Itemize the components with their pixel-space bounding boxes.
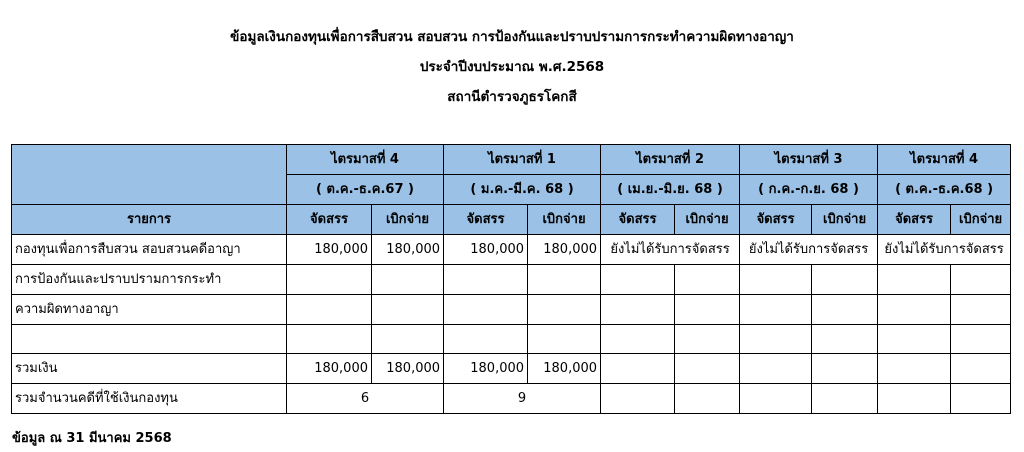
quarter-name: ไตรมาสที่ 4 [878, 145, 1011, 175]
cell-disbursed: 180,000 [372, 235, 444, 265]
quarter-period: ( เม.ย.-มิ.ย. 68 ) [601, 175, 740, 205]
case-count-row [12, 384, 1011, 414]
cell-status-note: ยังไม่ได้รับการจัดสรร [740, 235, 878, 265]
cell-status-note: ยังไม่ได้รับการจัดสรร [878, 235, 1011, 265]
allocated-header: จัดสรร [601, 205, 675, 235]
quarter-period: ( ม.ค.-มี.ค. 68 ) [444, 175, 601, 205]
table-row-empty [12, 325, 1011, 354]
fund-table [11, 144, 1011, 414]
header-row-subcolumns [12, 205, 1011, 235]
quarter-name: ไตรมาสที่ 4 [287, 145, 444, 175]
data-as-of-note: ข้อมูล ณ 31 มีนาคม 2568 [12, 431, 172, 446]
table-row [12, 235, 1011, 265]
report-fiscal-year: ประจำปีงบประมาณ พ.ศ.2568 [419, 59, 605, 75]
total-allocated: 180,000 [444, 354, 528, 384]
report-title: ข้อมูลเงินกองทุนเพื่อการสืบสวน สอบสวน การป้องกันและปราบปรามการกระทำความผิดทางอาญา [230, 29, 794, 45]
item-header-top [12, 145, 287, 205]
quarter-period: ( ต.ค.-ธ.ค.68 ) [878, 175, 1011, 205]
quarter-name: ไตรมาสที่ 2 [601, 145, 740, 175]
total-disbursed: 180,000 [528, 354, 601, 384]
disbursed-header: เบิกจ่าย [528, 205, 601, 235]
case-count-value: 9 [444, 384, 601, 414]
header-row-quarters [12, 145, 1011, 175]
report-title-block [0, 22, 1024, 112]
allocated-header: จัดสรร [740, 205, 812, 235]
allocated-header: จัดสรร [444, 205, 528, 235]
case-count-value: 6 [287, 384, 444, 414]
quarter-period: ( ต.ค.-ธ.ค.67 ) [287, 175, 444, 205]
cell-disbursed: 180,000 [528, 235, 601, 265]
report-station: สถานีตำรวจภูธรโคกสี [447, 89, 577, 105]
row-label: ความผิดทางอาญา [12, 295, 287, 325]
row-label: กองทุนเพื่อการสืบสวน สอบสวนคดีอาญา [12, 235, 287, 265]
item-column-header: รายการ [12, 205, 287, 235]
disbursed-header: เบิกจ่าย [675, 205, 740, 235]
quarter-period: ( ก.ค.-ก.ย. 68 ) [740, 175, 878, 205]
case-count-label: รวมจำนวนคดีที่ใช้เงินกองทุน [12, 384, 287, 414]
table-row [12, 295, 1011, 325]
total-disbursed: 180,000 [372, 354, 444, 384]
cell-status-note: ยังไม่ได้รับการจัดสรร [601, 235, 740, 265]
cell-allocated: 180,000 [287, 235, 372, 265]
cell-allocated: 180,000 [444, 235, 528, 265]
allocated-header: จัดสรร [287, 205, 372, 235]
quarter-name: ไตรมาสที่ 1 [444, 145, 601, 175]
total-allocated: 180,000 [287, 354, 372, 384]
allocated-header: จัดสรร [878, 205, 951, 235]
quarter-name: ไตรมาสที่ 3 [740, 145, 878, 175]
disbursed-header: เบิกจ่าย [372, 205, 444, 235]
row-label: การป้องกันและปราบปรามการกระทำ [12, 265, 287, 295]
disbursed-header: เบิกจ่าย [951, 205, 1011, 235]
disbursed-header: เบิกจ่าย [812, 205, 878, 235]
total-label: รวมเงิน [12, 354, 287, 384]
total-row [12, 354, 1011, 384]
table-row [12, 265, 1011, 295]
